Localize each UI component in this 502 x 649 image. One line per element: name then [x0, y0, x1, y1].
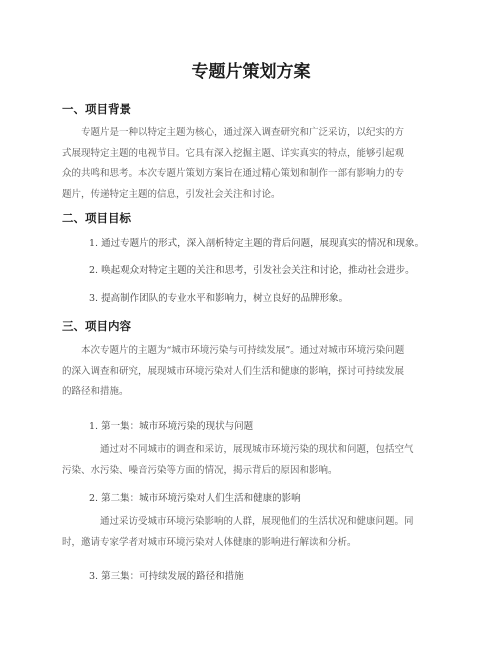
content-paragraph	[62, 341, 442, 403]
episode-3-label: 3. 第三集：可持续发展的路径和措施	[89, 571, 244, 582]
paragraph-line: 众的共鸣和思考。本次专题片策划方案旨在通过精心策划和制作一部有影响力的专	[62, 168, 405, 179]
paragraph-line: 的深入调查和研究，展现城市环境污染对人们生活和健康的影响，探讨可持续发展	[62, 365, 405, 377]
background-paragraph	[62, 123, 442, 205]
goal-item-2: 2. 唤起观众对特定主题的关注和思考，引发社会关注和讨论，推动社会进步。	[89, 265, 415, 276]
episode-2-description	[62, 512, 442, 553]
paragraph-line: 的路径和措施。	[62, 386, 129, 397]
description-line: 通过对不同城市的调查和采访，展现城市环境污染的现状和问题，包括空气	[100, 444, 414, 455]
episode-1-label: 1. 第一集：城市环境污染的现状与问题	[89, 421, 254, 432]
episode-2-label: 2. 第二集：城市环境污染对人们生活和健康的影响	[89, 493, 301, 504]
paragraph-line: 式展现特定主题的电视节目。它具有深入挖掘主题、详实真实的特点，能够引起观	[62, 147, 405, 159]
description-line: 通过采访受城市环境污染影响的人群，展现他们的生活状况和健康问题。同	[100, 516, 414, 527]
description-line: 污染、水污染、噪音污染等方面的情况，揭示背后的原因和影响。	[62, 464, 338, 476]
paragraph-line: 专题片是一种以特定主题为核心，通过深入调查研究和广泛采访，以纪实的方	[81, 127, 405, 138]
paragraph-line: 本次专题片的主题为“城市环境污染与可持续发展”。通过对城市环境污染问题	[81, 345, 405, 356]
section-heading-background: 一、项目背景	[62, 102, 131, 116]
paragraph-line: 题片，传递特定主题的信息，引发社会关注和讨论。	[62, 188, 281, 200]
section-heading-goals: 二、项目目标	[62, 211, 131, 225]
goal-item-3: 3. 提高制作团队的专业水平和影响力，树立良好的品牌形象。	[89, 293, 349, 304]
episode-1-description	[62, 440, 442, 481]
goal-item-1: 1. 通过专题片的形式，深入剖析特定主题的背后问题，展现真实的情况和现象。	[89, 238, 425, 249]
document-title: 专题片策划方案	[191, 62, 311, 82]
section-heading-content: 三、项目内容	[62, 319, 131, 333]
description-line: 时，邀请专家学者对城市环境污染对人体健康的影响进行解读和分析。	[62, 536, 357, 548]
